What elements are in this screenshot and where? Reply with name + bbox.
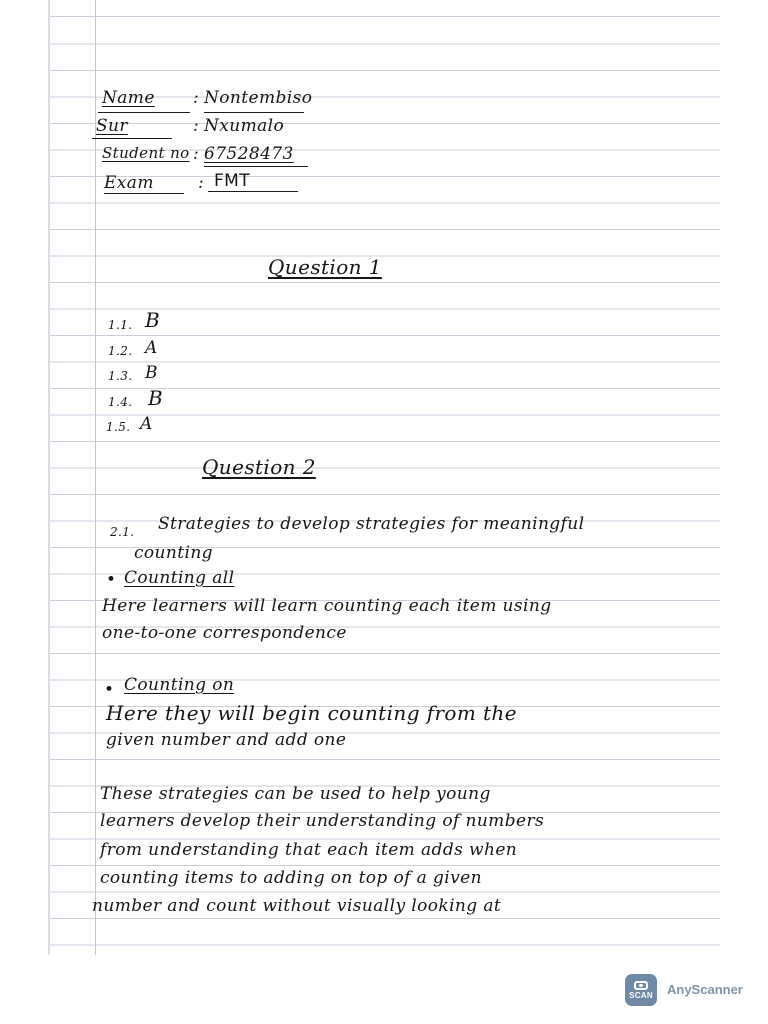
logo-tag: SCAN bbox=[629, 990, 653, 1000]
question-2-title: Question 2 bbox=[202, 455, 316, 479]
exam-label: Exam bbox=[104, 173, 154, 193]
name-underline bbox=[98, 112, 190, 113]
paragraph-line-2: learners develop their understanding of numbers bbox=[100, 811, 545, 831]
answer-value: B bbox=[145, 363, 158, 383]
exam-underline bbox=[104, 193, 184, 194]
paragraph-line-3: from understanding that each item adds when bbox=[100, 840, 518, 860]
paragraph-line-1: These strategies can be used to help young bbox=[100, 784, 491, 804]
answer-number: 1.2. bbox=[108, 344, 133, 358]
surname-underline bbox=[92, 138, 172, 139]
answer-number: 1.5. bbox=[106, 420, 131, 434]
bullet-marker: • bbox=[106, 570, 117, 590]
margin-line bbox=[95, 0, 96, 955]
colon: : bbox=[198, 173, 205, 193]
student-number-label: Student no bbox=[102, 144, 190, 162]
question-1-title: Question 1 bbox=[268, 255, 382, 279]
surname-value: Nxumalo bbox=[204, 116, 285, 136]
student-number-value: 67528473 bbox=[204, 144, 294, 164]
exam-value: FMT bbox=[214, 171, 251, 191]
colon: : bbox=[193, 116, 200, 136]
student-number-underline bbox=[204, 166, 308, 167]
answer-number: 1.3. bbox=[108, 369, 133, 383]
answer-value: A bbox=[140, 414, 153, 434]
answer-value: A bbox=[145, 338, 158, 358]
answer-number: 1.4. bbox=[108, 395, 133, 409]
item-text-line-1: Strategies to develop strategies for meaningful bbox=[158, 514, 585, 534]
bullet-1-line-1: Here learners will learn counting each item using bbox=[102, 596, 552, 616]
bullet-2-line-2: given number and add one bbox=[106, 730, 347, 750]
bullet-marker: • bbox=[104, 680, 115, 700]
answer-value: B bbox=[148, 386, 164, 410]
item-number: 2.1. bbox=[110, 525, 135, 539]
colon: : bbox=[193, 88, 200, 108]
name-value: Nontembiso bbox=[204, 88, 313, 108]
paragraph-line-5: number and count without visually looking at bbox=[92, 896, 502, 916]
name-value-underline bbox=[204, 112, 304, 113]
item-text-line-2: counting bbox=[134, 543, 213, 563]
bullet-1-heading: Counting all bbox=[124, 568, 235, 588]
bullet-2-heading: Counting on bbox=[124, 675, 235, 695]
notebook-page bbox=[48, 0, 720, 955]
surname-label: Sur bbox=[96, 116, 128, 136]
anyscanner-logo-icon bbox=[625, 974, 657, 1006]
scanner-brand: AnyScanner bbox=[667, 982, 743, 997]
bullet-1-line-2: one-to-one correspondence bbox=[102, 623, 347, 643]
answer-number: 1.1. bbox=[108, 318, 133, 332]
colon: : bbox=[193, 144, 200, 164]
name-label: Name bbox=[102, 88, 155, 108]
camera-icon bbox=[634, 981, 648, 990]
bullet-2-line-1: Here they will begin counting from the bbox=[106, 701, 517, 725]
answer-value: B bbox=[145, 308, 161, 332]
exam-value-underline bbox=[208, 191, 298, 192]
paragraph-line-4: counting items to adding on top of a given bbox=[100, 868, 482, 888]
